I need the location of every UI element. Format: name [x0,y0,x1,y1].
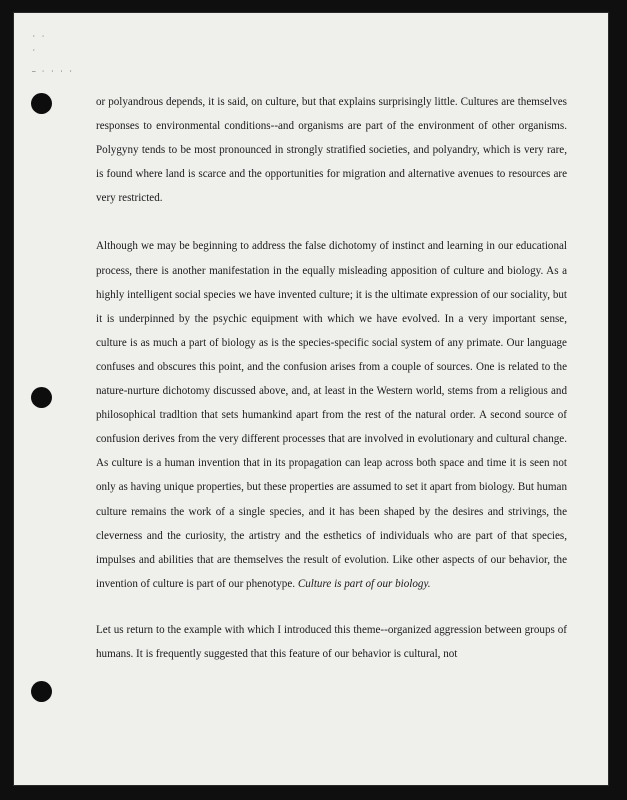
binder-hole-middle [31,387,52,408]
scan-specks: · · · ‒ · · · · [32,33,74,75]
binder-hole-bottom [31,681,52,702]
body-text [96,90,567,666]
document-page [14,13,608,785]
paragraph-2 [96,234,567,595]
paragraph-3: Let us return to the example with which I introduced this theme--organized aggression between groups of humans. It is frequently suggested that this feature of our behavior is cultural, not [96,623,567,660]
paragraph-2-emphasis: Culture is part of our biology. [297,577,431,590]
paragraph-1: or polyandrous depends, it is said, on culture, but that explains surprisingly little. Cultures are themselves responses to environmental conditions--and organisms are part of the environment of other organisms. Polygyny tends to be most pronounced in strongly stratified societies, and polyandry, which is very rare, is found where land is scarce and the opportunities for migration and alternative avenues to resources are very restricted. [96,96,567,205]
binder-hole-top [31,93,52,114]
paragraph-2-body: Although we may be beginning to address the false dichotomy of instinct and learning in our educational process, there is another manifestation in the equally misleading apposition of culture and biology. As a highly intelligent social species we have invented culture; it is the ultimate expression of our sociality, but it is underpinned by the psychic equipment with which we have evolved. In a very important sense, culture is as much a part of biology as is the species-specific social system of any primate. Our language confuses and obscures this point, and the confusion arises from a couple of sources. One is related to the nature-nurture dichotomy discussed above, and, at least in the Western world, stems from a religious and philosophical tradltion that sets humankind apart from the rest of the natural order. A second source of confusion derives from the very different processes that are involved in evolutionary and cultural change. As culture is a human invention that in its propagation can leap across both space and time it is seen not only as having unique properties, but these properties are assumed to set it apart from biology. But human culture remains the work of a single species, and it has been shaped by the desires and strivings, the cleverness and the curiosity, the artistry and the esthetics of individuals who are part of that species, impulses and abilities that are themselves the result of evolution. Like other aspects of our behavior, the invention of culture is part of our phenotype. [96,240,567,590]
